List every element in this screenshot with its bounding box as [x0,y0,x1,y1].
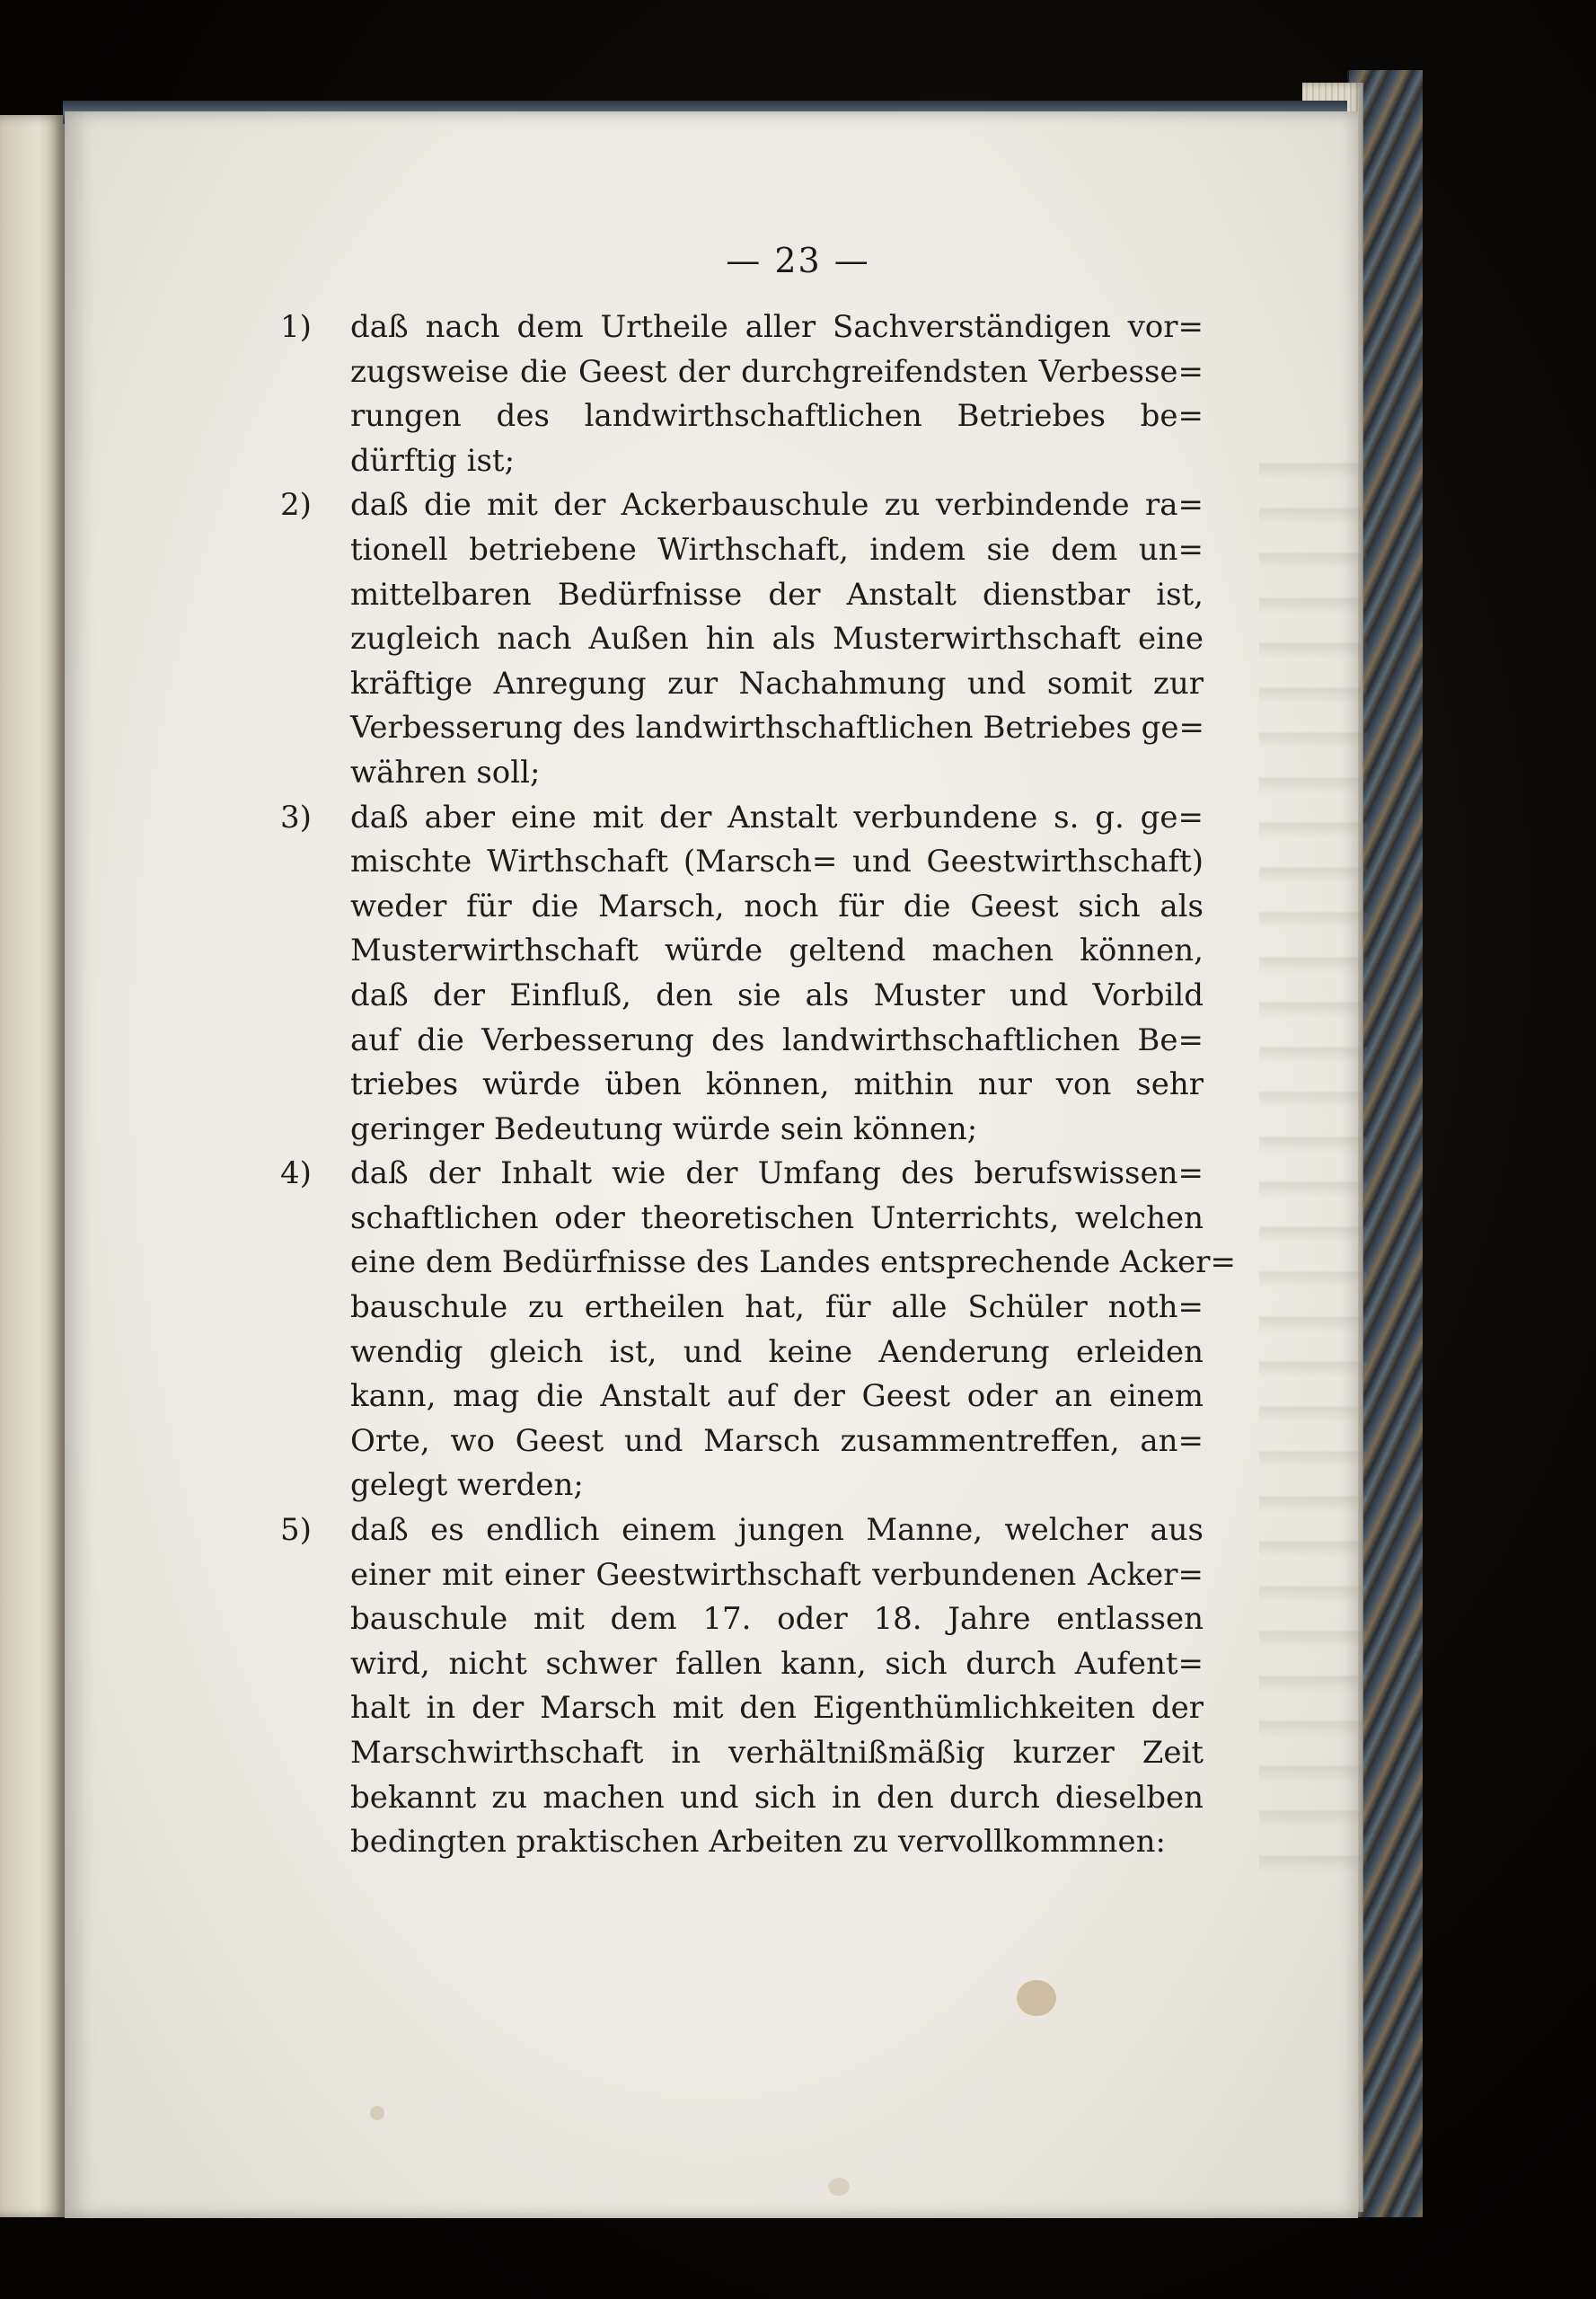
text-line: daß aber eine mit der Anstalt verbundene s. g. ge= [350,799,1204,836]
list-item [280,483,1205,795]
text-line: währen soll; [350,754,541,791]
item-number: 1) [280,309,312,345]
list-item [280,1508,1204,1865]
text-line: gelegt werden; [350,1467,584,1504]
list-item [280,1152,1236,1508]
text-line: mischte Wirthschaft (Marsch= und Geestwirthschaft) [350,844,1204,880]
text-line: mittelbaren Bedürfnisse der Anstalt dienstbar ist, [350,576,1204,613]
text-line: schaftlichen oder theoretischen Unterrichts, welchen [350,1199,1204,1236]
text-line: tionell betriebene Wirthschaft, indem sie dem un= [350,531,1204,568]
previous-page-edge [0,115,65,2217]
text-line: Marschwirthschaft in verhältnißmäßig kurzer Zeit [350,1735,1204,1771]
text-line: rungen des landwirthschaftlichen Betriebes be= [350,398,1204,435]
show-through-text [1259,435,1367,1872]
text-line: wendig gleich ist, und keine Aenderung erleiden [350,1333,1204,1370]
text-line: geringer Bedeutung würde sein können; [350,1110,978,1147]
page-number: — 23 — [726,241,870,280]
text-line: eine dem Bedürfnisse des Landes entsprechende Acker= [350,1244,1236,1281]
text-line: bekannt zu machen und sich in den durch dieselben [350,1779,1204,1816]
text-line: dürftig ist; [350,442,516,479]
text-line: daß nach dem Urtheile aller Sachverständigen vor= [350,309,1204,345]
text-line: bedingten praktischen Arbeiten zu vervollkommnen: [350,1824,1166,1861]
text-line: daß es endlich einem jungen Manne, welcher aus [350,1512,1204,1549]
text-line: triebes würde üben können, mithin nur von sehr [350,1066,1204,1103]
text-line: auf die Verbesserung des landwirthschaftlichen Be= [350,1021,1204,1058]
foxing-spot [1017,1980,1056,2016]
text-line: zugleich nach Außen hin als Musterwirthschaft eine [350,621,1204,658]
text-line: halt in der Marsch mit den Eigenthümlichkeiten der [350,1690,1204,1727]
foxing-spot [370,2106,384,2120]
text-line: bauschule mit dem 17. oder 18. Jahre entlassen [350,1601,1204,1638]
text-line: zugsweise die Geest der durchgreifendsten Verbesse= [350,353,1204,390]
text-line: daß der Einfluß, den sie als Muster und Vorbild [350,977,1204,1013]
text-line: daß der Inhalt wie der Umfang des berufswissen= [350,1155,1204,1192]
list-item [280,305,1204,483]
text-line: daß die mit der Ackerbauschule zu verbindende ra= [350,487,1204,524]
text-line: wird, nicht schwer fallen kann, sich durch Aufent= [350,1645,1204,1682]
page-body [280,305,1236,1865]
text-line: einer mit einer Geestwirthschaft verbundenen Acker= [350,1556,1204,1593]
text-line: Musterwirthschaft würde geltend machen können, [350,933,1204,969]
item-number: 4) [280,1155,312,1192]
text-line: Orte, wo Geest und Marsch zusammentreffen, an= [350,1422,1204,1459]
text-line: weder für die Marsch, noch für die Geest sich als [350,888,1204,924]
item-number: 5) [280,1512,312,1549]
text-line: kann, mag die Anstalt auf der Geest oder an einem [350,1378,1204,1415]
item-number: 2) [280,487,312,524]
list-item [280,796,1204,1153]
text-line: kräftige Anregung zur Nachahmung und somit zur [350,665,1204,702]
item-number: 3) [280,799,312,836]
foxing-spot [828,2178,850,2196]
text-line: Verbesserung des landwirthschaftlichen Betriebes ge= [350,710,1205,747]
text-line: bauschule zu ertheilen hat, für alle Schüler noth= [350,1289,1204,1326]
